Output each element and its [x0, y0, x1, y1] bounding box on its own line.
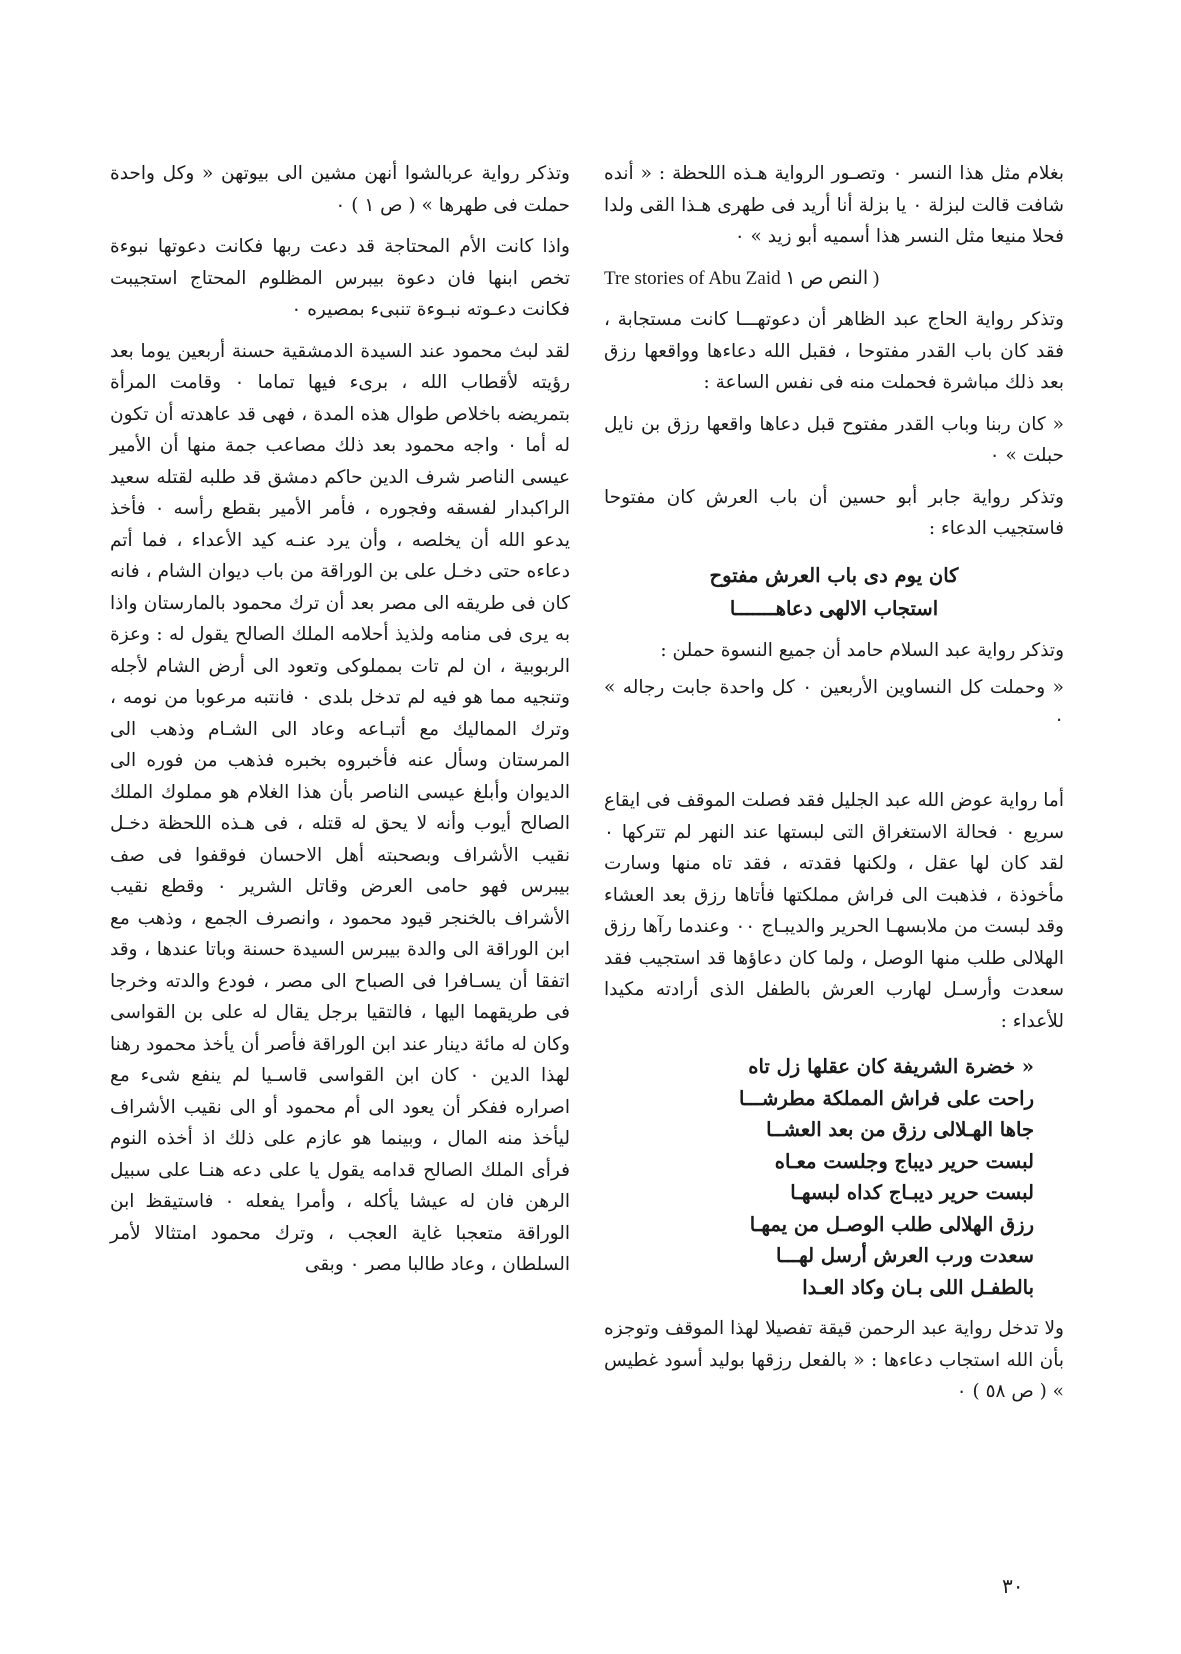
left-column: [110, 158, 570, 1291]
verse-block: [604, 1051, 1034, 1303]
spacer: [604, 745, 1064, 785]
paragraph: وتذكر رواية عبد السلام حامد أن جميع النسوة حملن :: [660, 639, 1064, 661]
reference-arabic: ( النص ص ١: [785, 267, 880, 289]
verse-line: لبست حرير ديبـاج كداه لبسهـا: [790, 1181, 1034, 1204]
verse-line: كان يوم دى باب العرش مفتوح: [709, 563, 959, 587]
paragraph: أما رواية عوض الله عبد الجليل فقد فصلت الموقف فى ايقاع سريع ٠ فحالة الاستغراق التى لبستها عند النهر لم تتركها ٠ لقد كان لها عقل ، ولكنها فقدته ، فقد تاه منها وسارت مأخوذة ، فذهبت الى فراش مملكتها فأتاها رزق بعد العشاء وقد لبست من ملابسهـا الحرير والديبـاج ٠٠ وعندما رآها رزق الهلالى طلب منها الوصل ، ولما كان دعاؤها قد استجيب فقد سعدت وأرسـل لهارب العرش بالطفل الذى أرادته مكيدا للأعداء :: [604, 790, 1064, 1032]
quote: « كان ربنا وباب القدر مفتوح قبل دعاها واقعها رزق بن نايل حبلت » ٠: [604, 413, 1064, 466]
paragraph: لقد لبث محمود عند السيدة الدمشقية حسنة أربعين يوما بعد رؤيته لأقطاب الله ، برىء فيها تماما ٠ وقامت المرأة بتمريضه باخلاص طوال هذه المدة ، فهى قد عاهدته أن تكون له أما ٠ واجه محمود بعد ذلك مصاعب جمة منها أن الأمير عيسى الناصر شرف الدين حاكم دمشق قد طلبه لقتله سعيد الراكبدار لفسقه وفجوره ، فأمر الأمير بقطع رأسه ٠ فأخذ يدعو الله أن يخلصه ، وأن يرد عنـه كيد الأعداء ، فما أتم دعاءه حتى دخـل على بن الوراقة من باب ديوان الشام ، فانه كان فى طريقه الى مصر بعد أن ترك محمود بالمارستان واذا به يرى فى منامه ولذيذ أحلامه الملك الصالح يقول له : وعزة الربوبية ، ان لم تات بمملوكى وتعود الى أرض الشام لأجله وتنجيه مما هو فيه لم تدخل بلدى ٠ فانتبه مرعوبا من نومه ، وترك المماليك مع أتبـاعه وعاد الى الشـام وذهب الى المرستان وسأل عنه فأخبروه بخبره فذهب من فوره الى الديوان وأبلغ عيسى الناصر بأن هذا الغلام هو مملوك الملك الصالح أيوب وأنه لا يحق له قتله ، فى هـذه اللحظة دخـل نقيب الأشراف وبصحبته أهل الاحسان فوقفوا فى صف بيبرس فهو حامى العرض وقاتل الشرير ٠ وقطع نقيب الأشراف بالخنجر قيود محمود ، وانصرف الجمع ، وذهب مع ابن الوراقة الى والدة بيبرس السيدة حسنة وباتا عندها ، وقد اتفقا أن يسـافرا فى الصباح الى مصر ، فودع والدته وخرجا فى طريقهما اليها ، فالتقيا برجل يقال له على بن القواسى وكان له مائة دينار عند ابن الوراقة فأصر أن يأخذ محمود رهنا لهذا الدين ٠ كان ابن القواسى قاسـيا لم ينفع شىء مع اصراره ففكر أن يعود الى أم محمود أو الى نقيب الأشراف ليأخذ منه المال ، وبينما هو عازم على ذلك اذ أخذه النوم فرأى الملك الصالح قدامه يقول يا على دعه هنـا على سبيل الرهن فان له عيشا يأكله ، وأمرا يفعله ٠ فاستيقظ ابن الوراقة متعجبا غاية العجب ، وترك محمود امتثالا لأمر السلطان ، وعاد طالبا مصر ٠ وبقى: [110, 340, 571, 1275]
paragraph: ولا تدخل رواية عبد الرحمن قيقة تفصيلا لهذا الموقف وتوجزه بأن الله استجاب دعاءها : « بالفعل رزقها بوليد أسود غطيس » ( ص ٥٨ ) ٠: [604, 1318, 1064, 1402]
paragraph: وتذكر رواية جابر أبو حسين أن باب العرش كان مفتوحا فاستجيب الدعاء :: [604, 486, 1064, 539]
verse-block: [604, 559, 1064, 625]
verse-line: استجاب الالهى دعاهـــــــا: [729, 596, 939, 620]
paragraph: وتذكر رواية عربالشوا أنهن مشين الى بيوتهن « وكل واحدة حملت فى طهرها » ( ص ١ ) ٠: [110, 163, 570, 216]
verse-line: لبست حرير ديباج وجلست معـاه: [774, 1149, 1034, 1173]
paragraph: واذا كانت الأم المحتاجة قد دعت ربها فكانت دعوتها نبوءة تخص ابنها فان دعوة بيبرس المظلوم المحتاج استجيبت فكانت دعـوته نبـوءة تنبىء بمصيره ٠: [110, 236, 570, 320]
paragraph: وتذكر رواية الحاج عبد الظاهر أن دعوتهـــا كانت مستجابة ، فقد كان باب القدر مفتوحا ، فقبل الله دعاءها وواقعها رزق بعد ذلك مباشرة فحملت منه فى نفس الساعة :: [604, 309, 1064, 393]
source-reference: [604, 263, 1064, 295]
verse-line: راحت على فراش المملكة مطرشـــا: [738, 1086, 1034, 1110]
right-column: [604, 158, 1064, 1418]
verse-line: « خضرة الشريفة كان عقلها زل تاه: [748, 1055, 1034, 1078]
reference-english-title: Tre stories of Abu Zaid: [604, 267, 781, 289]
verse-line: سعدت ورب العرش أرسل لهـــا: [776, 1244, 1034, 1267]
quote: « وحملت كل النساوين الأربعين ٠ كل واحدة جابت رجاله » ٠: [604, 677, 1064, 730]
verse-line: بالطفـل اللى بـان وكاد العـدا: [802, 1275, 1034, 1299]
paragraph: بغلام مثل هذا النسر ٠ وتصـور الرواية هـذه اللحظة : « أنده شافت قالت لبزلة ٠ يا بزلة أنا أريد فى طهرى هـذا القى ولدا فحلا منيعا مثل النسر هذا أسميه أبو زيد » ٠: [604, 163, 1064, 247]
page-number: ٣٠: [1002, 1574, 1024, 1598]
verse-line: جاها الهـلالى رزق من بعد العشــا: [766, 1118, 1034, 1141]
verse-line: رزق الهلالى طلب الوصـل من يمهـا: [749, 1212, 1034, 1236]
